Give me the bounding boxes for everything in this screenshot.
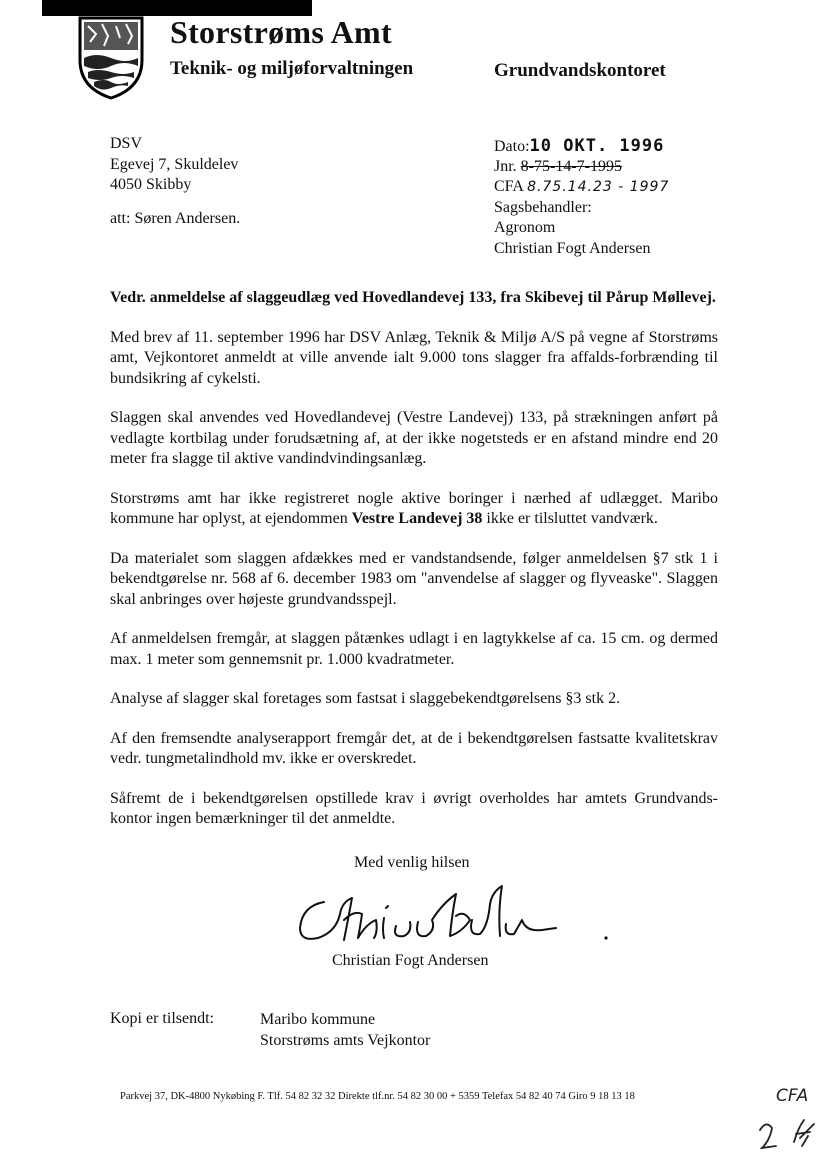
letter-metadata — [494, 136, 669, 259]
paragraph-6: Analyse af slagger skal foretages som fastsat i slaggebekendtgørelsens §3 stk 2. — [110, 690, 621, 707]
paragraph-5: Af anmeldelsen fremgår, at slaggen påtænkes udlagt i en lagtykkelse af ca. 15 cm. og dermed max. 1 meter som gennemsnit pr. 1.000 kvadratmeter. — [110, 630, 718, 668]
caseworker-label: Sagsbehandler: — [494, 198, 592, 216]
department-name: Teknik- og miljøforvaltningen — [170, 58, 414, 79]
copy-recipient: Maribo kommune — [260, 1011, 376, 1028]
date-row — [494, 136, 669, 157]
recipient-address — [110, 134, 238, 196]
paragraph-2: Slaggen skal anvendes ved Hovedlandevej (Vestre Landevej) 133, på strækningen anført på vedlagte kortbilag under forudsætning af, at der ikke nogetsteds er en afstand mindre end 20 meter fra slagge til aktive vandindvindingsanlæg. — [110, 409, 718, 467]
paragraph-3 — [110, 489, 718, 530]
closing-greeting: Med venlig hilsen — [354, 854, 470, 871]
footer-contact: Parkvej 37, DK-4800 Nykøbing F. Tlf. 54 82 32 32 Direkte tlf.nr. 54 82 30 00 + 5359 Telefax 54 82 40 74 Giro 9 18 13 18 — [120, 1091, 635, 1102]
recipient-street: Egevej 7, Skuldelev — [110, 155, 239, 173]
date-label: Dato: — [494, 138, 530, 155]
jnr-value: 8-75-14-7-1995 — [520, 157, 622, 175]
date-stamp: 10 OKT. 1996 — [529, 136, 665, 156]
paragraph-3-end: ikke er tilsluttet vandværk. — [482, 510, 658, 527]
signer-name: Christian Fogt Andersen — [332, 952, 489, 969]
caseworker-name: Christian Fogt Andersen — [494, 239, 651, 257]
signature-icon — [292, 880, 612, 956]
cfa-label: CFA — [494, 178, 524, 195]
recipient-attention: att: Søren Andersen. — [110, 210, 241, 227]
paragraph-4: Da materialet som slaggen afdækkes med er vandstandsende, følger anmeldelsen §7 stk 1 i bekendtgørelse nr. 568 af 6. december 1983 om "anvendelse af slagger og flyveaske". Slaggen skal anbringes over højeste grundvandsspejl. — [110, 549, 718, 608]
organization-title: Storstrøms Amt — [170, 14, 392, 50]
paragraph-7: Af den fremsendte analyserapport fremgår det, at de i bekendtgørelsen fastsatte kvalitetskrav vedr. tungmetalindhold mv. ikke er overskredet. — [110, 729, 718, 767]
copy-label: Kopi er tilsendt: — [110, 1010, 214, 1027]
paragraph-8: Såfremt de i bekendtgørelsen opstillede krav i øvrigt overholdes har amtets Grundvands-kontor ingen bemærkninger til det anmeldte. — [110, 789, 718, 827]
copy-recipient: Storstrøms amts Vejkontor — [260, 1031, 431, 1049]
coat-of-arms-icon — [76, 14, 146, 100]
paragraph-3-address: Vestre Landevej 38 — [351, 510, 483, 527]
recipient-name: DSV — [110, 135, 143, 152]
letter-subject: Vedr. anmeldelse af slaggeudlæg ved Hovedlandevej 133, fra Skibevej til Pårup Møllevej. — [110, 289, 716, 306]
letter-body — [110, 288, 718, 849]
jnr-row — [494, 157, 669, 178]
copy-recipients — [260, 1010, 430, 1051]
office-name: Grundvandskontoret — [494, 60, 666, 81]
jnr-label: Jnr. — [494, 157, 517, 175]
paragraph-3-start: Storstrøms amt har ikke registreret nogle aktive boringer i nærhed af udlægget. Maribo kommune har oplyst, at ejendommen — [110, 489, 718, 527]
cfa-row — [494, 177, 669, 198]
caseworker-title: Agronom — [494, 219, 556, 236]
paragraph-1: Med brev af 11. september 1996 har DSV Anlæg, Teknik & Miljø A/S på vegne af Storstrøms amt, Vejkontoret anmeldt at ville anvende ialt 9.000 tons slagger fra affalds-forbrænding til bundsikring af cykelsti. — [110, 328, 718, 387]
margin-note: CFA — [776, 1086, 809, 1106]
cfa-handwritten: 8.75.14.23 - 1997 — [527, 179, 670, 195]
handwritten-mark-icon — [758, 1116, 818, 1152]
recipient-city: 4050 Skibby — [110, 176, 192, 193]
